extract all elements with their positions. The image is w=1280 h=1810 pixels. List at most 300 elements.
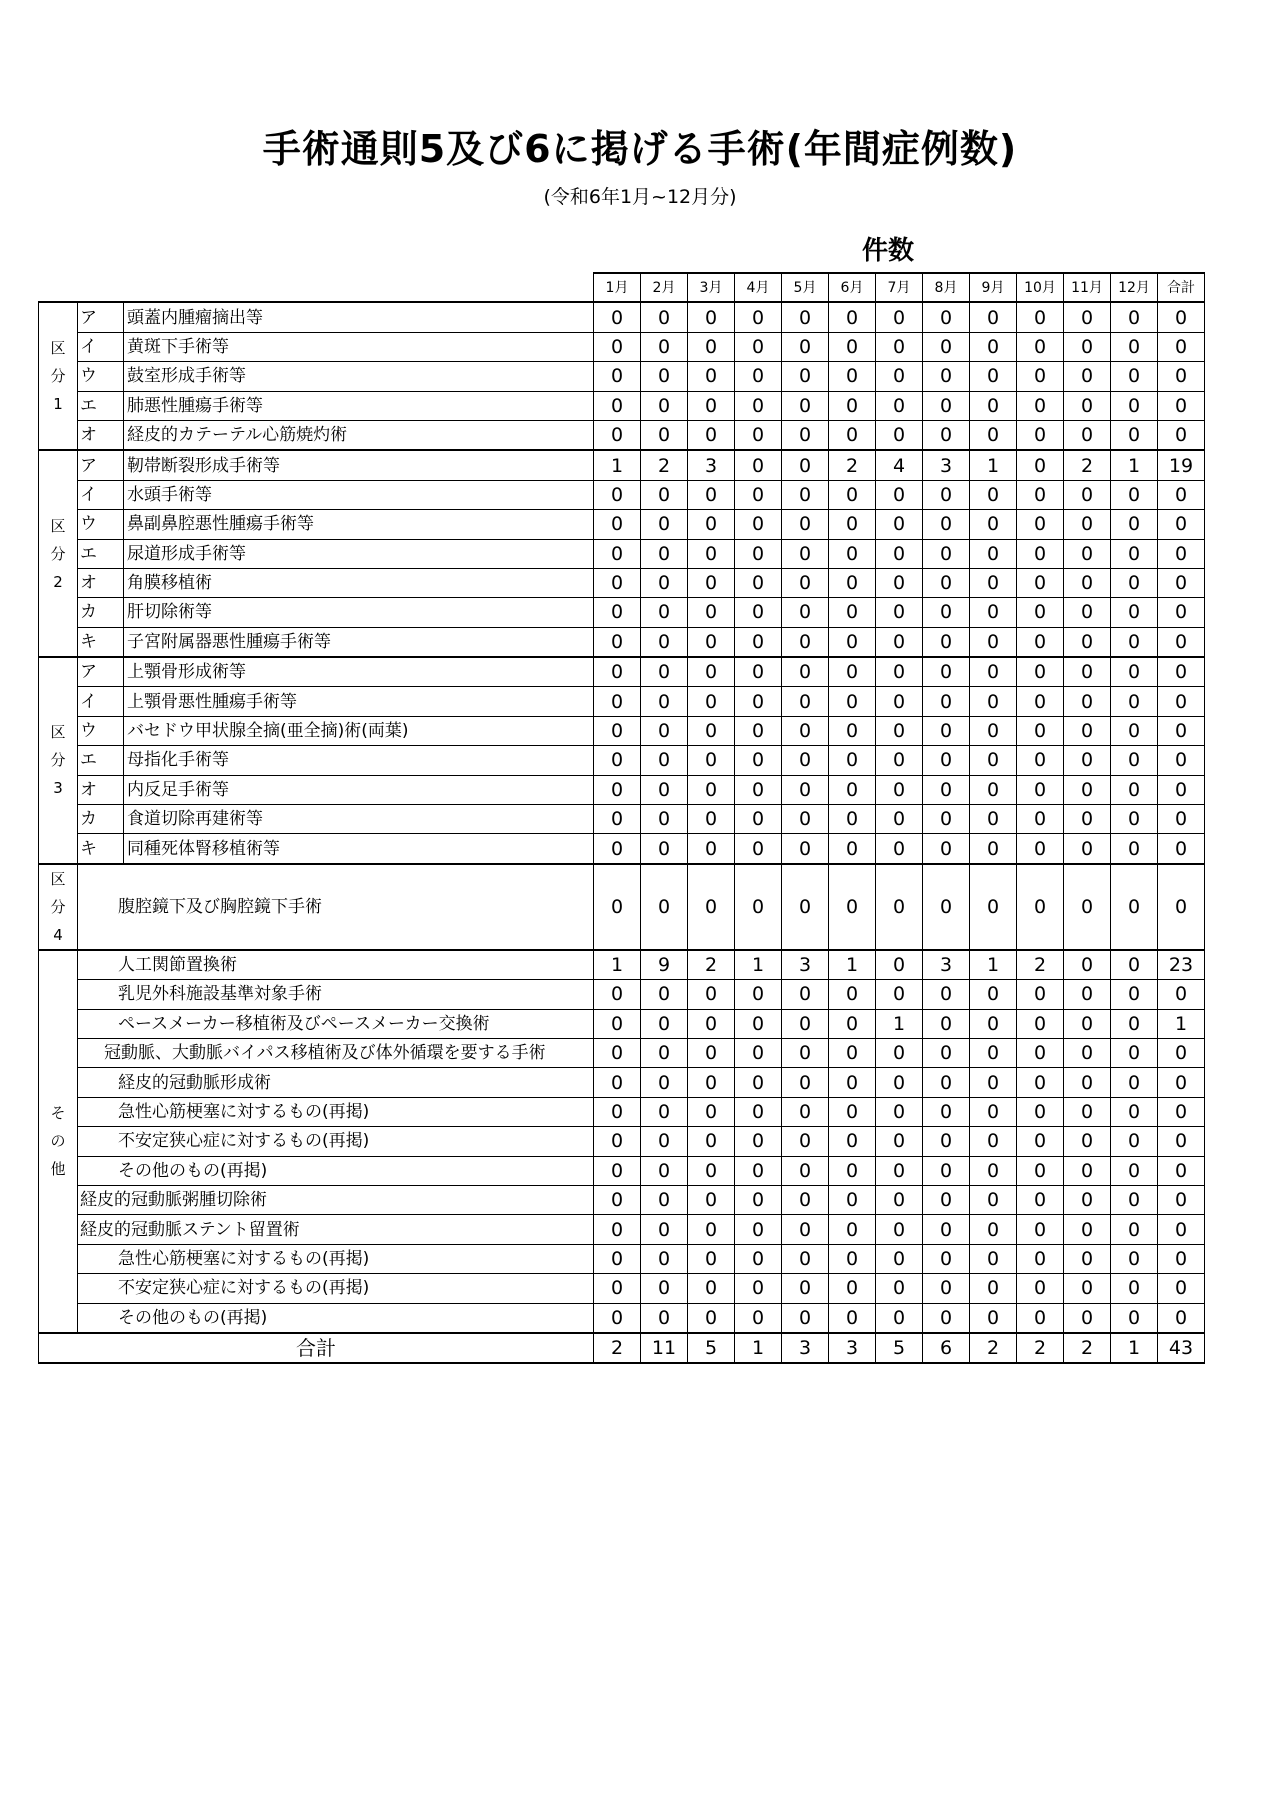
count-cell: 0 (688, 775, 735, 804)
month-header: 8月 (923, 273, 970, 302)
count-cell: 0 (594, 1215, 641, 1244)
count-cell: 0 (829, 1156, 876, 1185)
count-cell: 0 (735, 539, 782, 568)
grand-total-cell: 1 (735, 1333, 782, 1363)
count-cell: 0 (876, 568, 923, 597)
count-cell: 0 (1064, 657, 1111, 687)
count-cell: 0 (688, 480, 735, 509)
row-name: 黄斑下手術等 (124, 332, 594, 361)
count-cell: 0 (735, 1303, 782, 1333)
count-cell: 0 (876, 1068, 923, 1097)
month-header: 6月 (829, 273, 876, 302)
count-cell: 1 (876, 1009, 923, 1038)
count-cell: 0 (594, 657, 641, 687)
count-cell: 0 (782, 598, 829, 627)
count-cell: 0 (1111, 775, 1158, 804)
row-total-cell: 0 (1158, 1244, 1205, 1273)
row-total-cell: 0 (1158, 420, 1205, 450)
count-cell: 0 (876, 332, 923, 361)
count-cell: 0 (594, 805, 641, 834)
section-label (39, 302, 78, 450)
row-kana: キ (78, 627, 124, 657)
grand-total-cell: 2 (1017, 1333, 1064, 1363)
count-cell: 0 (1064, 539, 1111, 568)
count-cell: 0 (782, 332, 829, 361)
count-cell: 0 (735, 657, 782, 687)
grand-total-row (39, 1333, 1205, 1363)
count-cell: 0 (1064, 1156, 1111, 1185)
table-row (39, 775, 1205, 804)
count-cell: 0 (688, 1303, 735, 1333)
count-cell: 0 (876, 716, 923, 745)
table-row (39, 568, 1205, 597)
count-cell: 0 (782, 657, 829, 687)
count-cell: 2 (1064, 450, 1111, 480)
count-cell: 1 (829, 950, 876, 980)
count-cell: 0 (782, 980, 829, 1009)
count-cell: 0 (735, 1068, 782, 1097)
count-cell: 0 (1064, 510, 1111, 539)
count-cell: 0 (641, 568, 688, 597)
count-cell: 0 (1064, 805, 1111, 834)
count-cell: 0 (829, 598, 876, 627)
count-cell: 0 (876, 480, 923, 509)
row-name: 鼻副鼻腔悪性腫瘍手術等 (124, 510, 594, 539)
count-cell: 0 (782, 302, 829, 332)
month-header: 11月 (1064, 273, 1111, 302)
count-cell: 0 (1111, 657, 1158, 687)
count-cell: 0 (735, 480, 782, 509)
count-cell: 0 (594, 420, 641, 450)
count-cell: 0 (876, 1215, 923, 1244)
count-cell: 0 (829, 1274, 876, 1303)
count-cell: 0 (782, 1097, 829, 1126)
grand-total-cell: 2 (1064, 1333, 1111, 1363)
count-cell: 0 (782, 627, 829, 657)
month-header-row (39, 273, 1205, 302)
count-cell: 0 (735, 1009, 782, 1038)
count-cell: 0 (1064, 420, 1111, 450)
count-cell: 0 (641, 746, 688, 775)
row-name: 急性心筋梗塞に対するもの(再掲) (78, 1244, 594, 1273)
row-name: 急性心筋梗塞に対するもの(再掲) (78, 1097, 594, 1126)
row-name: 尿道形成手術等 (124, 539, 594, 568)
row-name: 経皮的冠動脈粥腫切除術 (78, 1185, 594, 1214)
row-name: 経皮的冠動脈ステント留置術 (78, 1215, 594, 1244)
count-cell: 0 (641, 302, 688, 332)
row-total-cell: 0 (1158, 980, 1205, 1009)
grand-total-cell: 5 (688, 1333, 735, 1363)
count-cell: 0 (829, 391, 876, 420)
count-cell: 0 (1111, 805, 1158, 834)
count-cell: 0 (876, 687, 923, 716)
count-cell: 0 (594, 568, 641, 597)
count-cell: 0 (829, 1127, 876, 1156)
count-cell: 0 (923, 805, 970, 834)
row-name: 子宮附属器悪性腫瘍手術等 (124, 627, 594, 657)
count-cell: 0 (641, 1244, 688, 1273)
grand-total-cell: 3 (782, 1333, 829, 1363)
count-cell: 0 (688, 1038, 735, 1067)
count-cell: 0 (876, 1156, 923, 1185)
count-cell: 0 (970, 362, 1017, 391)
count-cell: 0 (829, 302, 876, 332)
row-name: 冠動脈、大動脈バイパス移植術及び体外循環を要する手術 (78, 1038, 594, 1067)
count-cell: 0 (829, 687, 876, 716)
count-cell: 0 (688, 687, 735, 716)
count-cell: 0 (735, 775, 782, 804)
section-label (39, 950, 78, 1333)
count-cell: 0 (876, 302, 923, 332)
row-name: 母指化手術等 (124, 746, 594, 775)
count-cell: 0 (1064, 1215, 1111, 1244)
count-cell: 0 (594, 864, 641, 950)
row-total-cell: 0 (1158, 864, 1205, 950)
count-cell: 0 (1111, 627, 1158, 657)
count-cell: 0 (923, 391, 970, 420)
count-cell: 0 (829, 1215, 876, 1244)
count-cell: 0 (735, 980, 782, 1009)
count-cell: 0 (1111, 687, 1158, 716)
count-cell: 0 (923, 716, 970, 745)
count-cell: 0 (829, 510, 876, 539)
count-cell: 0 (829, 627, 876, 657)
section-label (39, 450, 78, 657)
count-cell: 0 (970, 1009, 1017, 1038)
table-row (39, 627, 1205, 657)
count-cell: 0 (1017, 1156, 1064, 1185)
count-cell: 0 (641, 687, 688, 716)
count-cell: 0 (1017, 598, 1064, 627)
count-cell: 0 (688, 539, 735, 568)
row-total-cell: 0 (1158, 1156, 1205, 1185)
count-cell: 0 (970, 1185, 1017, 1214)
count-cell: 0 (1064, 362, 1111, 391)
count-cell: 0 (688, 805, 735, 834)
count-cell: 0 (829, 805, 876, 834)
count-cell: 0 (641, 1274, 688, 1303)
count-cell: 0 (970, 1156, 1017, 1185)
count-cell: 0 (641, 332, 688, 361)
count-cell: 0 (1111, 1215, 1158, 1244)
count-cell: 0 (876, 805, 923, 834)
count-cell: 0 (594, 746, 641, 775)
row-kana: ア (78, 302, 124, 332)
count-cell: 0 (923, 687, 970, 716)
count-cell: 0 (641, 1215, 688, 1244)
count-cell: 0 (1064, 716, 1111, 745)
month-header: 合計 (1158, 273, 1205, 302)
table-row (39, 1068, 1205, 1097)
count-cell: 0 (641, 391, 688, 420)
row-name: 食道切除再建術等 (124, 805, 594, 834)
section-label (39, 657, 78, 864)
count-cell: 0 (1111, 480, 1158, 509)
row-kana: ウ (78, 362, 124, 391)
count-cell: 0 (641, 1068, 688, 1097)
count-cell: 0 (829, 332, 876, 361)
count-cell: 0 (782, 864, 829, 950)
count-cell: 0 (1017, 1068, 1064, 1097)
count-cell: 0 (1064, 627, 1111, 657)
count-cell: 0 (1017, 302, 1064, 332)
table-row (39, 1038, 1205, 1067)
period-subtitle: (令和6年1月~12月分) (543, 186, 737, 208)
count-cell: 0 (735, 746, 782, 775)
table-row (39, 362, 1205, 391)
section-label-char: 4 (53, 925, 63, 944)
count-cell: 0 (876, 775, 923, 804)
section-label-char: 区 (50, 723, 66, 742)
count-cell: 0 (641, 420, 688, 450)
count-cell: 0 (1064, 1038, 1111, 1067)
count-cell: 0 (970, 510, 1017, 539)
count-cell: 0 (1017, 450, 1064, 480)
count-cell: 0 (1017, 420, 1064, 450)
row-name: 不安定狭心症に対するもの(再掲) (78, 1274, 594, 1303)
count-cell: 0 (1064, 1244, 1111, 1273)
count-cell: 0 (1017, 539, 1064, 568)
count-cell: 0 (1017, 1244, 1064, 1273)
count-cell: 0 (1017, 1303, 1064, 1333)
row-kana: エ (78, 391, 124, 420)
count-cell: 0 (1111, 568, 1158, 597)
count-cell: 2 (641, 450, 688, 480)
count-cell: 0 (876, 391, 923, 420)
row-kana: オ (78, 420, 124, 450)
count-cell: 3 (923, 450, 970, 480)
count-cell: 0 (641, 834, 688, 864)
count-cell: 0 (735, 362, 782, 391)
row-total-cell: 0 (1158, 598, 1205, 627)
count-cell: 0 (735, 598, 782, 627)
count-cell: 0 (1064, 1097, 1111, 1126)
count-cell: 0 (876, 598, 923, 627)
table-row (39, 1009, 1205, 1038)
count-cell: 0 (876, 627, 923, 657)
table-row (39, 391, 1205, 420)
row-name: 肝切除術等 (124, 598, 594, 627)
count-cell: 0 (1017, 568, 1064, 597)
row-name: 人工関節置換術 (78, 950, 594, 980)
count-cell: 0 (594, 1303, 641, 1333)
table-row (39, 332, 1205, 361)
count-cell: 0 (735, 1038, 782, 1067)
count-cell: 0 (1017, 716, 1064, 745)
count-cell: 0 (1017, 746, 1064, 775)
count-cell: 0 (688, 1215, 735, 1244)
table-row (39, 510, 1205, 539)
row-name: 不安定狭心症に対するもの(再掲) (78, 1127, 594, 1156)
count-cell: 0 (735, 510, 782, 539)
count-cell: 0 (923, 1038, 970, 1067)
count-cell: 1 (970, 450, 1017, 480)
grand-total-cell: 3 (829, 1333, 876, 1363)
count-cell: 0 (876, 746, 923, 775)
count-cell: 0 (1064, 480, 1111, 509)
table-row (39, 834, 1205, 864)
count-cell: 3 (923, 950, 970, 980)
count-cell: 0 (970, 1215, 1017, 1244)
count-cell: 0 (594, 627, 641, 657)
count-cell: 0 (1017, 362, 1064, 391)
table-row (39, 950, 1205, 980)
count-cell: 0 (970, 834, 1017, 864)
count-cell: 0 (970, 716, 1017, 745)
count-cell: 1 (594, 950, 641, 980)
count-cell: 0 (970, 302, 1017, 332)
count-cell: 2 (829, 450, 876, 480)
table-row (39, 598, 1205, 627)
count-cell: 0 (735, 332, 782, 361)
count-cell: 0 (782, 1244, 829, 1273)
count-cell: 0 (782, 716, 829, 745)
count-cell: 0 (876, 1274, 923, 1303)
month-header: 5月 (782, 273, 829, 302)
count-cell: 0 (782, 775, 829, 804)
count-cell: 0 (923, 1303, 970, 1333)
count-cell: 0 (970, 805, 1017, 834)
row-total-cell: 0 (1158, 716, 1205, 745)
count-cell: 0 (1064, 568, 1111, 597)
row-name: 腹腔鏡下及び胸腔鏡下手術 (78, 864, 594, 950)
count-cell: 0 (641, 1156, 688, 1185)
count-cell: 0 (1111, 420, 1158, 450)
row-kana: ウ (78, 510, 124, 539)
grand-total-cell: 6 (923, 1333, 970, 1363)
count-cell: 0 (970, 1038, 1017, 1067)
count-cell: 0 (829, 864, 876, 950)
count-cell: 0 (641, 805, 688, 834)
count-cell: 3 (782, 950, 829, 980)
row-name: バセドウ甲状腺全摘(亜全摘)術(両葉) (124, 716, 594, 745)
count-cell: 0 (735, 1185, 782, 1214)
section-label (39, 864, 78, 950)
count-column-label: 件数 (862, 236, 915, 266)
count-cell: 0 (970, 627, 1017, 657)
row-kana: イ (78, 480, 124, 509)
count-cell: 0 (594, 716, 641, 745)
count-cell: 0 (829, 1303, 876, 1333)
count-cell: 0 (1064, 746, 1111, 775)
count-cell: 0 (688, 864, 735, 950)
count-cell: 0 (1064, 1185, 1111, 1214)
count-cell: 0 (1064, 775, 1111, 804)
count-cell: 0 (829, 657, 876, 687)
count-cell: 0 (1111, 980, 1158, 1009)
count-cell: 0 (688, 657, 735, 687)
count-cell: 0 (923, 1185, 970, 1214)
count-cell: 0 (1017, 1038, 1064, 1067)
row-total-cell: 0 (1158, 510, 1205, 539)
row-kana: カ (78, 598, 124, 627)
count-cell: 0 (641, 1009, 688, 1038)
table-row (39, 1215, 1205, 1244)
count-cell: 0 (782, 687, 829, 716)
month-header: 7月 (876, 273, 923, 302)
row-name: 同種死体腎移植術等 (124, 834, 594, 864)
header-blank (39, 273, 594, 302)
count-cell: 0 (688, 302, 735, 332)
row-total-cell: 0 (1158, 362, 1205, 391)
row-kana: ア (78, 450, 124, 480)
count-cell: 0 (782, 805, 829, 834)
count-cell: 0 (1017, 775, 1064, 804)
row-total-cell: 0 (1158, 1097, 1205, 1126)
row-name: 角膜移植術 (124, 568, 594, 597)
count-cell: 0 (923, 1009, 970, 1038)
row-name: 上顎骨悪性腫瘍手術等 (124, 687, 594, 716)
count-cell: 0 (923, 568, 970, 597)
count-cell: 0 (829, 1038, 876, 1067)
row-name: 経皮的カテーテル心筋焼灼術 (124, 420, 594, 450)
count-cell: 0 (829, 1009, 876, 1038)
count-cell: 0 (876, 1303, 923, 1333)
count-cell: 0 (970, 1244, 1017, 1273)
count-cell: 0 (1064, 834, 1111, 864)
count-cell: 0 (1017, 864, 1064, 950)
table-row (39, 1274, 1205, 1303)
count-cell: 0 (923, 1274, 970, 1303)
row-kana: オ (78, 775, 124, 804)
section-label-char: 分 (50, 544, 66, 563)
count-cell: 0 (735, 420, 782, 450)
count-cell: 0 (688, 391, 735, 420)
count-cell: 0 (829, 1244, 876, 1273)
count-cell: 0 (594, 1127, 641, 1156)
count-cell: 0 (735, 1097, 782, 1126)
row-total-cell: 23 (1158, 950, 1205, 980)
count-cell: 0 (1111, 950, 1158, 980)
count-cell: 0 (688, 746, 735, 775)
count-cell: 0 (1111, 332, 1158, 361)
row-total-cell: 0 (1158, 539, 1205, 568)
count-cell: 0 (735, 805, 782, 834)
count-cell: 0 (688, 568, 735, 597)
count-cell: 0 (970, 1303, 1017, 1333)
count-cell: 0 (688, 834, 735, 864)
table-row (39, 1156, 1205, 1185)
count-cell: 0 (1064, 1303, 1111, 1333)
count-cell: 0 (641, 1097, 688, 1126)
row-name: 肺悪性腫瘍手術等 (124, 391, 594, 420)
count-cell: 0 (923, 1215, 970, 1244)
count-cell: 0 (970, 568, 1017, 597)
section-label-char: 1 (53, 395, 63, 414)
count-cell: 0 (829, 775, 876, 804)
table-row (39, 980, 1205, 1009)
count-cell: 0 (1064, 391, 1111, 420)
row-total-cell: 0 (1158, 805, 1205, 834)
count-cell: 0 (1017, 834, 1064, 864)
table-row (39, 746, 1205, 775)
count-cell: 0 (735, 1244, 782, 1273)
count-cell: 0 (641, 627, 688, 657)
count-cell: 0 (735, 1274, 782, 1303)
count-cell: 0 (970, 775, 1017, 804)
count-cell: 0 (688, 420, 735, 450)
row-kana: カ (78, 805, 124, 834)
count-cell: 0 (688, 1068, 735, 1097)
count-cell: 0 (829, 716, 876, 745)
count-cell: 0 (1064, 864, 1111, 950)
count-cell: 0 (594, 775, 641, 804)
count-cell: 0 (923, 980, 970, 1009)
count-cell: 0 (641, 362, 688, 391)
count-cell: 0 (782, 746, 829, 775)
table-row (39, 420, 1205, 450)
count-cell: 0 (923, 834, 970, 864)
